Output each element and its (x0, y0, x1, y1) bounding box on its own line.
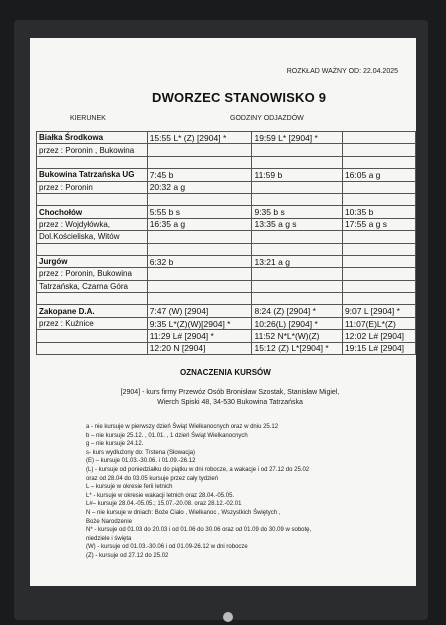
departure-cell (342, 280, 415, 292)
table-row (37, 218, 416, 230)
table-row (37, 255, 416, 267)
departure-cell: 6:32 b (147, 255, 252, 267)
direction-cell: Zakopane D.A. (37, 305, 148, 317)
departure-cell (252, 243, 342, 255)
direction-cell: przez : Poronin , Bukowina (37, 144, 148, 156)
legend-item: g – nie kursuje 24.12. (86, 441, 144, 448)
direction-cell (37, 156, 148, 168)
departure-cell (342, 243, 415, 255)
table-row (37, 330, 416, 342)
legend-item: oraz od 28.04 do 03.05 kursuje przez cały tydzień (86, 475, 219, 482)
departure-cell (252, 156, 342, 168)
table-row (37, 156, 416, 168)
legend-list (86, 423, 311, 561)
departure-cell (342, 231, 415, 243)
legend-item: L#– kursuje 28.04.-05.05.; 15.07.-20.08. oraz 28.12.-02.01 (86, 501, 242, 508)
departure-cell (252, 231, 342, 243)
departure-cell: 7:47 (W) [2904] (147, 305, 252, 317)
direction-cell: przez : Poronin (37, 181, 148, 193)
company-line-1: [2904] - kurs firmy Przewóz Osób Bronisław Szostak, Stanisław Migiel, (120, 389, 340, 396)
table-row (37, 342, 416, 354)
departure-cell: 19:59 L* [2904] * (252, 132, 342, 144)
table-row (37, 193, 416, 205)
table-row (37, 293, 416, 305)
table-row (37, 169, 416, 181)
company-line-2: Wierch Spiski 48, 34-530 Bukowina Tatrzańska (157, 399, 303, 406)
table-row (37, 181, 416, 193)
departure-cell: 17:55 a g s (342, 218, 415, 230)
departure-cell (342, 293, 415, 305)
departure-cell: 7:45 b (147, 169, 252, 181)
departure-cell (147, 268, 252, 280)
table-row (37, 206, 416, 218)
departure-cell (252, 144, 342, 156)
departure-cell (342, 156, 415, 168)
direction-cell (37, 243, 148, 255)
departure-cell: 9:35 L*(Z)(W)[2904] * (147, 317, 252, 329)
legend-item: (E) – kursuje 01.03.-30.06. i 01.09.-26.12 (86, 458, 196, 465)
direction-cell: Bukowina Tatrzańska UG (37, 169, 148, 181)
table-row (37, 144, 416, 156)
table-row (37, 280, 416, 292)
departure-cell (342, 255, 415, 267)
direction-cell: Dol.Kościeliska, Witów (37, 231, 148, 243)
departure-cell: 11:07(E)L*(Z) (342, 317, 415, 329)
table-row (37, 317, 416, 329)
table-row (37, 132, 416, 144)
departure-cell: 8:24 (Z) [2904] * (252, 305, 342, 317)
departure-cell (342, 193, 415, 205)
departure-cell (342, 144, 415, 156)
legend-item: N* - kursuje od 01.03 do 20.03 i od 01.06 do 30.06 oraz od 01.09 do 30.09 w sobotę, (86, 527, 312, 534)
page-title: DWORZEC STANOWISKO 9 (152, 90, 327, 105)
departure-cell (252, 280, 342, 292)
legend-item: (W) - kursuje od 01.03.-30.06 i od 01.09-26.12 w dni robocze (86, 544, 248, 551)
departure-cell (147, 193, 252, 205)
departure-cell: 10:35 b (342, 206, 415, 218)
departure-cell: 9:35 b s (252, 206, 342, 218)
direction-cell: przez : Poronin, Bukowina (37, 268, 148, 280)
departure-cell: 11:29 L# [2904] * (147, 330, 252, 342)
departure-cell (147, 243, 252, 255)
legend-item: N – nie kursuje w dniach: Boże Ciało , Wielkanoc , Wszystkich Świętych , (86, 509, 281, 516)
departure-cell (147, 156, 252, 168)
legend-item: L – kursuje w okresie ferii letnich (86, 484, 173, 491)
valid-from: ROZKŁAD WAŻNY OD: 22.04.2025 (286, 68, 398, 75)
screw-icon (223, 612, 233, 622)
departure-cell: 19:15 L# [2904] (342, 342, 415, 354)
departure-cell: 11:52 N*L*(W)(Z) (252, 330, 342, 342)
direction-cell (37, 342, 148, 354)
departure-cell (147, 280, 252, 292)
direction-cell: przez : Kuźnice (37, 317, 148, 329)
table-row (37, 305, 416, 317)
direction-cell: Chochołów (37, 206, 148, 218)
direction-cell (37, 193, 148, 205)
departure-cell (147, 231, 252, 243)
departure-cell: 10:26(L) [2904] * (252, 317, 342, 329)
direction-cell: Białka Środkowa (37, 132, 148, 144)
departure-cell: 11:59 b (252, 169, 342, 181)
departure-cell: 16:35 a g (147, 218, 252, 230)
table-row (37, 243, 416, 255)
legend-item: L* - kursuje w okresie wakacji letnich oraz 28.04.-05.05. (86, 492, 235, 499)
table-row (37, 268, 416, 280)
departure-cell: 16:05 a g (342, 169, 415, 181)
departure-cell (342, 181, 415, 193)
table-row (37, 231, 416, 243)
direction-cell: Jurgów (37, 255, 148, 267)
company-info (50, 388, 410, 408)
legend-item: Boże Narodzenie (86, 518, 133, 525)
legend-item: b – nie kursuje 25.12. , 01.01. , 1 dzień Świąt Wielkanocnych (86, 432, 248, 439)
direction-cell: przez : Wojdyłówka, (37, 218, 148, 230)
legend-item: a - nie kursuje w pierwszy dzień Świąt Wielkanocnych oraz w dniu 25.12 (86, 424, 279, 430)
departure-cell: 9:07 L [2904] * (342, 305, 415, 317)
departure-cell (147, 293, 252, 305)
timetable-sheet (30, 38, 416, 586)
departures-header: GODZINY ODJAZDÓW (230, 115, 304, 122)
departure-cell (252, 293, 342, 305)
departure-cell (252, 181, 342, 193)
legend-title: OZNACZENIA KURSÓW (180, 368, 271, 377)
direction-cell (37, 293, 148, 305)
direction-cell: Tatrzańska, Czarna Góra (37, 280, 148, 292)
departure-cell: 13:21 a g (252, 255, 342, 267)
departure-cell: 12:02 L# [2904] (342, 330, 415, 342)
departure-cell: 15:55 L* (Z) [2904] * (147, 132, 252, 144)
legend-item: s- kurs wydłużony do: Trstena (Słowacja) (86, 449, 196, 456)
direction-cell (37, 330, 148, 342)
departure-cell (342, 132, 415, 144)
departure-cell: 15:12 (Z) L*[2904] * (252, 342, 342, 354)
departure-cell: 20:32 a g (147, 181, 252, 193)
direction-header: KIERUNEK (70, 115, 106, 122)
timetable (36, 131, 416, 355)
departure-cell (252, 193, 342, 205)
legend-item: (L) - kursuje od poniedziałku do piątku w dni robocze, a wakacje i od 27.12 do 25.02 (86, 466, 310, 473)
departure-cell (252, 268, 342, 280)
departure-cell: 13:35 a g s (252, 218, 342, 230)
departure-cell: 12:20 N [2904] (147, 342, 252, 354)
legend-item: niedziele i święta (86, 535, 132, 542)
legend-item: (Z) - kursuje od 27.12 do 25.02 (86, 552, 169, 559)
departure-cell (147, 144, 252, 156)
departure-cell (342, 268, 415, 280)
departure-cell: 5:55 b s (147, 206, 252, 218)
